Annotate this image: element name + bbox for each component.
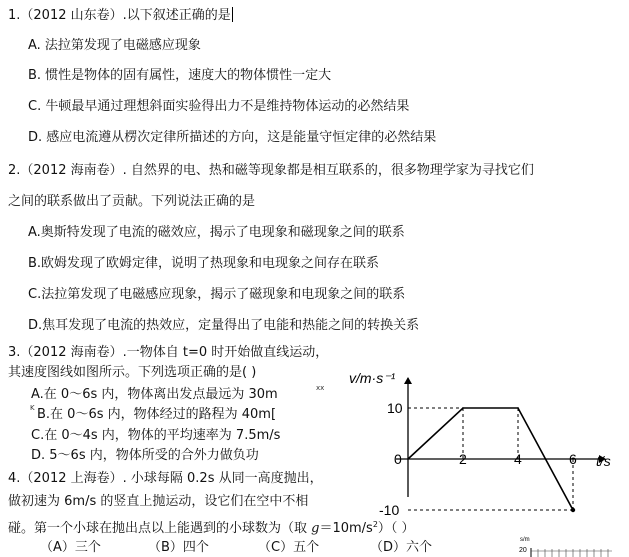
s-tick-20: 20: [519, 547, 527, 554]
q1-option-b: B. 惯性是物体的固有属性，速度大的物体惯性一定大: [28, 68, 332, 83]
grid-fragment: [531, 549, 612, 557]
velocity-line: [408, 408, 573, 510]
q4-stem-line2: 做初速为 6m/s 的竖直上抛运动，设它们在空中不相: [8, 494, 309, 509]
q4-stem-line1: 4.（2012 上海卷）. 小球每隔 0.2s 从同一高度抛出，: [8, 471, 323, 486]
q1-stem-text: 1.（2012 山东卷）.以下叙述正确的是: [8, 8, 231, 23]
q1-stem: [8, 7, 233, 24]
q4-stem-line3-mid: ＝10m/s: [319, 521, 373, 536]
q2-option-d: D.焦耳发现了电流的热效应，定量得出了电能和热能之间的转换关系: [28, 318, 420, 333]
q4-stem-line3: [8, 517, 415, 537]
x-tick-label-2: 2: [459, 451, 467, 467]
q4-option-d: （D）六个: [370, 540, 433, 555]
q2-stem-line1: 2.（2012 海南卷）. 自然界的电、热和磁等现象都是相互联系的，很多物理学家为寻找它们: [8, 163, 534, 178]
q4-stem-line3-sup: 2: [372, 520, 378, 529]
q3-option-c: C.在 0～4s 内，物体的平均速率为 7.5m/s: [31, 428, 281, 443]
velocity-point: [517, 407, 519, 409]
q4-option-b: （B）四个: [148, 540, 209, 555]
x-tick-label-0: 0: [394, 451, 402, 467]
q2-stem-line2: 之间的联系做出了贡献。下列说法正确的是: [8, 194, 256, 209]
q2-option-a: A.奥斯特发现了电流的磁效应，揭示了电现象和磁现象之间的联系: [28, 225, 405, 240]
y-axis-label: v/m·s⁻¹: [349, 370, 396, 386]
q3-stem-line1: 3.（2012 海南卷）.一物体自 t=0 时开始做直线运动，: [8, 345, 329, 360]
q4-option-a: （A）三个: [40, 540, 101, 555]
q4-option-c: （C）五个: [258, 540, 320, 555]
q1-option-a: A. 法拉第发现了电磁感应现象: [28, 38, 201, 53]
x-tick-label-6: 6: [569, 451, 577, 467]
xx-marker: xx: [316, 384, 325, 392]
text-cursor: [232, 7, 233, 22]
s-axis-label: s/m: [520, 537, 530, 543]
q1-option-d: D. 感应电流遵从楞次定律所描述的方向，这是能量守恒定律的必然结果: [28, 130, 437, 145]
q3-stem-line2: 其速度图线如图所示。下列选项正确的是( ): [8, 365, 257, 380]
gravity-symbol: g: [311, 521, 320, 536]
q3-option-b: B.在 0～6s 内，物体经过的路程为 40m[: [37, 407, 277, 422]
q4-stem-line3-pre: 碰。第一个小球在抛出点以上能遇到的小球数为（取: [8, 521, 312, 536]
k-marker: K: [30, 404, 35, 412]
x-axis-label: t/s: [596, 453, 611, 469]
y-tick-label-10: 10: [387, 400, 403, 416]
q2-option-c: C.法拉第发现了电磁感应现象，揭示了磁现象和电现象之间的联系: [28, 287, 406, 302]
velocity-point: [571, 508, 575, 512]
velocity-point: [545, 458, 547, 460]
y-tick-label-neg10: -10: [379, 502, 400, 518]
q4-stem-line3-post: ）（ ）: [377, 521, 415, 536]
q3-option-d: D. 5～6s 内，物体所受的合外力做负功: [31, 448, 259, 463]
velocity-point: [407, 458, 409, 460]
q1-option-c: C. 牛顿最早通过理想斜面实验得出力不是维持物体运动的必然结果: [28, 99, 410, 114]
velocity-point: [462, 407, 464, 409]
x-tick-label-4: 4: [514, 451, 522, 467]
q3-option-a: A.在 0～6s 内，物体离出发点最远为 30m: [31, 387, 278, 402]
q2-option-b: B.欧姆发现了欧姆定律，说明了热现象和电现象之间存在联系: [28, 256, 380, 271]
